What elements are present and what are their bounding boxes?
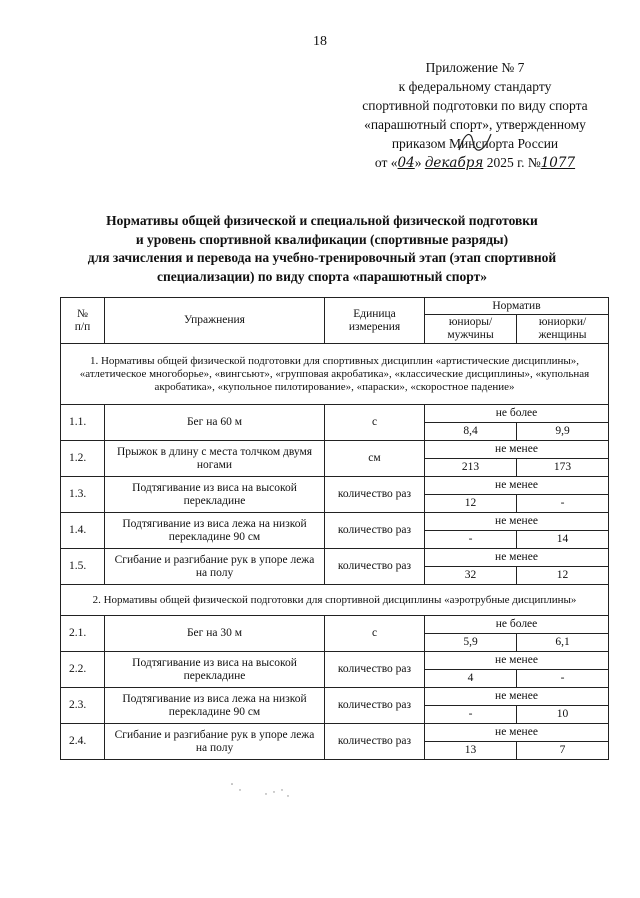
row-condition: не менее — [425, 513, 609, 531]
row-value-male: 12 — [425, 495, 517, 513]
row-condition: не более — [425, 405, 609, 423]
row-value-male: - — [425, 531, 517, 549]
row-value-female: 10 — [517, 706, 609, 724]
header-male: юниоры/ мужчины — [425, 315, 517, 344]
row-value-female: - — [517, 495, 609, 513]
row-exercise: Сгибание и разгибание рук в упоре лежа на полу — [105, 549, 325, 585]
row-condition: не менее — [425, 724, 609, 742]
row-number: 1.4. — [61, 513, 105, 549]
title-line: для зачисления и перевода на учебно-тренировочный этап (этап спортивной — [87, 250, 557, 265]
row-unit: количество раз — [325, 652, 425, 688]
row-exercise: Прыжок в длину с места толчком двумя ногами — [105, 441, 325, 477]
table-row — [61, 724, 609, 742]
title-line: и уровень спортивной квалификации (спортивные разряды) — [135, 231, 509, 247]
row-number: 2.1. — [61, 616, 105, 652]
date-day: 04 — [397, 155, 415, 171]
annex-line: приказом Минспорта России — [391, 136, 559, 151]
row-value-male: 4 — [425, 670, 517, 688]
row-value-female: 7 — [517, 742, 609, 760]
table-row — [61, 405, 609, 423]
date-year: 2025 г. № — [483, 155, 541, 170]
row-unit: см — [325, 441, 425, 477]
header-unit: Единица измерения — [325, 298, 425, 344]
row-value-male: 13 — [425, 742, 517, 760]
annex-title: Приложение № 7 — [425, 60, 525, 75]
annex-line: «парашютный спорт», утвержденному — [364, 117, 586, 132]
row-value-male: 5,9 — [425, 634, 517, 652]
row-number: 2.3. — [61, 688, 105, 724]
row-exercise: Подтягивание из виса лежа на низкой перекладине 90 см — [105, 688, 325, 724]
date-prefix: от « — [374, 155, 398, 170]
row-value-female: 12 — [517, 567, 609, 585]
row-unit: количество раз — [325, 724, 425, 760]
row-condition: не более — [425, 616, 609, 634]
row-unit: количество раз — [325, 549, 425, 585]
header-exercise: Упражнения — [105, 298, 325, 344]
table-row — [61, 441, 609, 459]
row-value-male: 8,4 — [425, 423, 517, 441]
row-exercise: Сгибание и разгибание рук в упоре лежа на полу — [105, 724, 325, 760]
row-unit: количество раз — [325, 513, 425, 549]
section-heading-1: 1. Нормативы общей физической подготовки для спортивных дисциплин «артистические дисциплины», «атлетическое многоборье», «вингсьют», «групповая акробатика», «классические дисциплины», «купольная акробатика», «купольное пилотирование», «параски», «скоростное падение» — [61, 344, 609, 405]
row-exercise: Подтягивание из виса на высокой перекладине — [105, 652, 325, 688]
header-num: № п/п — [61, 298, 105, 344]
row-condition: не менее — [425, 688, 609, 706]
signature-mark — [457, 128, 493, 156]
document-title — [40, 212, 604, 286]
row-number: 1.2. — [61, 441, 105, 477]
row-number: 2.4. — [61, 724, 105, 760]
annex-line: спортивной подготовки по виду спорта — [362, 98, 588, 113]
row-exercise: Подтягивание из виса лежа на низкой перекладине 90 см — [105, 513, 325, 549]
table-row — [61, 616, 609, 634]
table-row — [61, 477, 609, 495]
row-exercise: Бег на 60 м — [105, 405, 325, 441]
row-value-female: - — [517, 670, 609, 688]
row-value-female: 173 — [517, 459, 609, 477]
row-number: 1.5. — [61, 549, 105, 585]
norms-table — [60, 297, 609, 760]
row-value-female: 14 — [517, 531, 609, 549]
row-unit: с — [325, 405, 425, 441]
row-value-male: 213 — [425, 459, 517, 477]
section-heading-2: 2. Нормативы общей физической подготовки для спортивной дисциплины «аэротрубные дисциплины» — [61, 585, 609, 616]
title-line: Нормативы общей физической и специальной физической подготовки — [106, 213, 538, 228]
row-value-female: 6,1 — [517, 634, 609, 652]
date-mid: » — [414, 155, 425, 170]
table-row — [61, 549, 609, 567]
row-exercise: Подтягивание из виса на высокой перекладине — [105, 477, 325, 513]
row-condition: не менее — [425, 549, 609, 567]
row-number: 1.3. — [61, 477, 105, 513]
row-unit: количество раз — [325, 477, 425, 513]
date-month: декабря — [424, 155, 484, 171]
row-value-female: 9,9 — [517, 423, 609, 441]
faint-stamp-marks — [226, 772, 296, 802]
row-value-male: - — [425, 706, 517, 724]
order-number: 1077 — [540, 155, 576, 171]
row-condition: не менее — [425, 441, 609, 459]
annex-line: к федеральному стандарту — [398, 79, 552, 94]
row-unit: с — [325, 616, 425, 652]
row-condition: не менее — [425, 652, 609, 670]
row-unit: количество раз — [325, 688, 425, 724]
header-female: юниорки/ женщины — [517, 315, 609, 344]
row-number: 2.2. — [61, 652, 105, 688]
row-number: 1.1. — [61, 405, 105, 441]
title-line: специализации) по виду спорта «парашютный спорт» — [156, 268, 488, 284]
table-row — [61, 513, 609, 531]
row-exercise: Бег на 30 м — [105, 616, 325, 652]
row-condition: не менее — [425, 477, 609, 495]
header-norm: Норматив — [425, 298, 609, 315]
table-row — [61, 688, 609, 706]
annex-date — [330, 153, 620, 173]
page-number: 18 — [313, 34, 327, 49]
row-value-male: 32 — [425, 567, 517, 585]
table-row — [61, 652, 609, 670]
